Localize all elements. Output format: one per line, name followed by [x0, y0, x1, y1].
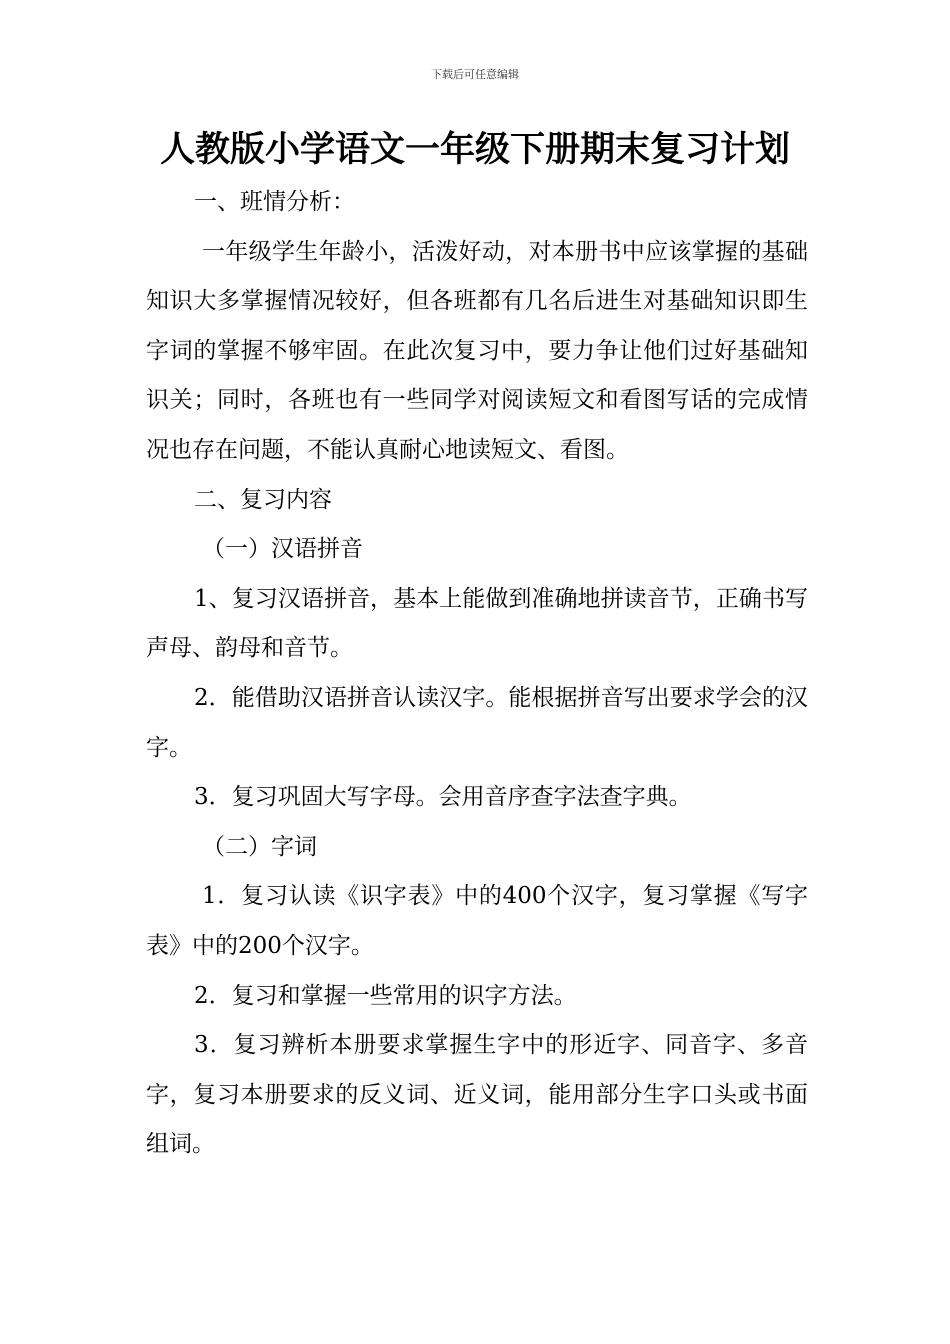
list-item-pinyin-3: 3．复习巩固大写字母。会用音序查字法查字典。 [194, 784, 692, 811]
document-body [146, 178, 808, 1170]
document-title: 人教版小学语文一年级下册期末复习计划 [159, 130, 790, 170]
header-note: 下载后可任意编辑 [431, 68, 519, 81]
list-item-words-1: 1．复习认读《识字表》中的400个汉字，复习掌握《写字表》中的200个汉字。 [146, 883, 808, 959]
list-item-words-2: 2．复习和掌握一些常用的识字方法。 [194, 982, 577, 1009]
section-heading-class-analysis: 一、班情分析： [194, 189, 355, 215]
list-item-words-3: 3．复习辨析本册要求掌握生字中的形近字、同音字、多音字，复习本册要求的反义词、近义词，能用部分生字口头或书面组词。 [146, 1032, 808, 1158]
paragraph-class-analysis: 一年级学生年龄小，活泼好动，对本册书中应该掌握的基础知识大多掌握情况较好，但各班都有几名后进生对基础知识即生字词的掌握不够牢固。在此次复习中，要力争让他们过好基础知识关；同时，各班也有一些同学对阅读短文和看图写话的完成情况也存在问题，不能认真耐心地读短文、看图。 [146, 238, 808, 463]
list-item-pinyin-2: 2．能借助汉语拼音认读汉字。能根据拼音写出要求学会的汉字。 [146, 684, 808, 761]
section-heading-review-content: 二、复习内容 [194, 486, 332, 513]
subsection-heading-words: （二）字词 [202, 833, 317, 860]
subsection-heading-pinyin: （一）汉语拼音 [202, 536, 363, 563]
list-item-pinyin-1: 1、复习汉语拼音，基本上能做到准确地拼读音节，正确书写声母、韵母和音节。 [146, 585, 808, 662]
